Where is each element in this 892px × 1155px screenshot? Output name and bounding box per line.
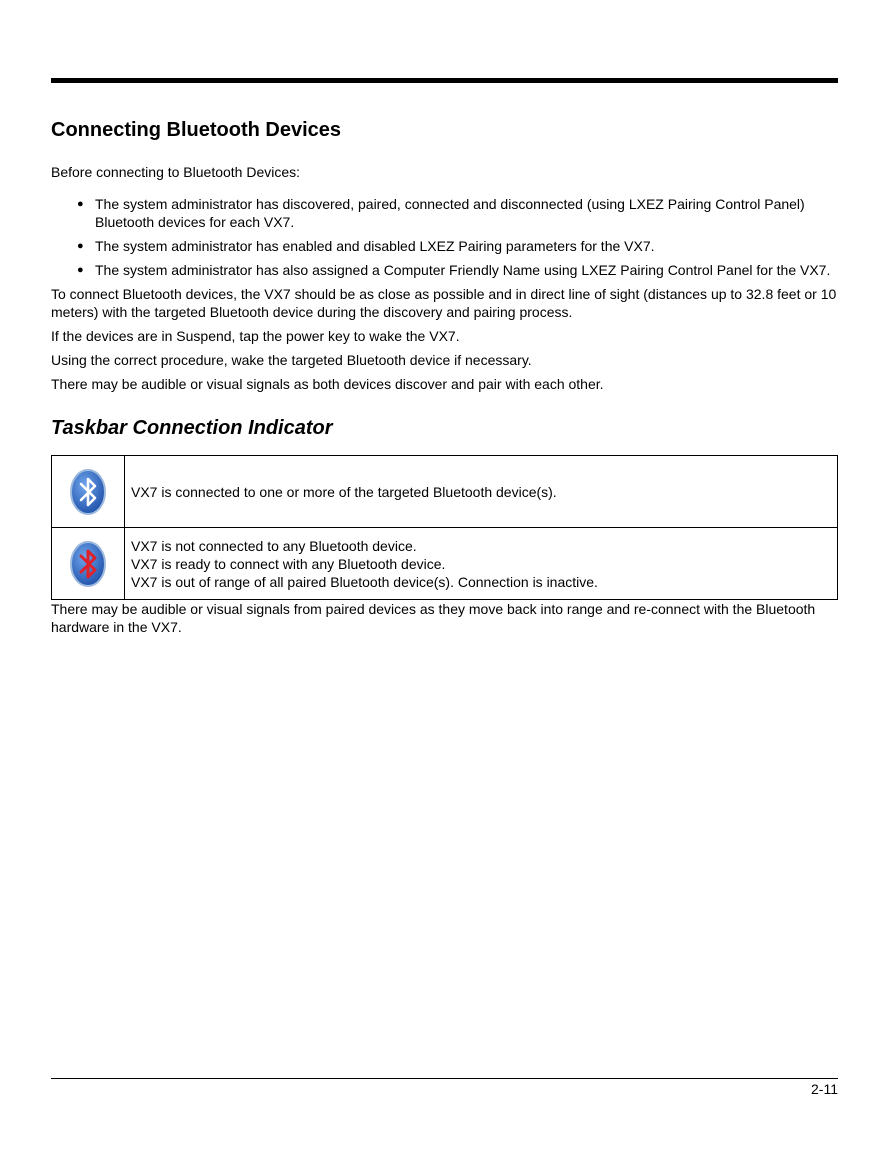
table-row [52, 456, 838, 528]
bullet-icon: ● [77, 264, 84, 276]
bullet-icon: ● [77, 198, 84, 210]
list-item-text: The system administrator has discovered, paired, connected and disconnected (using LXEZ Pairing Control Panel) [95, 196, 805, 212]
footer-rule [51, 1078, 838, 1079]
list-item [51, 195, 838, 231]
page-number: 2-11 [811, 1081, 838, 1097]
indicator-description [125, 528, 838, 600]
description-line: VX7 is connected to one or more of the targeted Bluetooth device(s). [131, 483, 557, 500]
list-item [51, 237, 838, 255]
description-line: VX7 is out of range of all paired Bluetooth device(s). Connection is inactive. [131, 573, 598, 590]
bluetooth-connected-icon [52, 468, 124, 516]
table-row [52, 528, 838, 600]
bluetooth-disconnected-icon [52, 540, 124, 588]
page-content [51, 117, 838, 642]
paragraph-line: hardware in the VX7. [51, 619, 182, 635]
prerequisite-list [51, 195, 838, 279]
body-paragraph: There may be audible or visual signals as both devices discover and pair with each other. [51, 376, 604, 392]
list-item [51, 261, 838, 279]
indicator-description [125, 456, 838, 528]
paragraph-line: To connect Bluetooth devices, the VX7 should be as close as possible and in direct line of sight (distances up to 32.8 feet or 10 [51, 286, 837, 302]
closing-paragraph [51, 600, 838, 636]
icon-cell [52, 456, 125, 528]
paragraph-line: There may be audible or visual signals from paired devices as they move back into range and re-connect with the Bluetooth [51, 601, 816, 617]
header-rule [51, 78, 838, 83]
indicator-table [51, 455, 838, 600]
list-item-text: Bluetooth devices for each VX7. [95, 214, 295, 230]
body-paragraph: Using the correct procedure, wake the targeted Bluetooth device if necessary. [51, 352, 532, 368]
bullet-icon: ● [77, 240, 84, 252]
body-paragraph [51, 285, 838, 321]
list-item-text: The system administrator has enabled and disabled LXEZ Pairing parameters for the VX7. [95, 238, 655, 254]
icon-cell [52, 528, 125, 600]
body-paragraph: If the devices are in Suspend, tap the power key to wake the VX7. [51, 328, 460, 344]
paragraph-line: meters) with the targeted Bluetooth device during the discovery and pairing process. [51, 304, 573, 320]
section-title: Connecting Bluetooth Devices [51, 119, 342, 141]
subsection-title: Taskbar Connection Indicator [51, 417, 333, 439]
description-line: VX7 is ready to connect with any Bluetooth device. [131, 555, 446, 572]
description-line: VX7 is not connected to any Bluetooth device. [131, 537, 417, 554]
intro-text: Before connecting to Bluetooth Devices: [51, 164, 301, 180]
list-item-text: The system administrator has also assigned a Computer Friendly Name using LXEZ Pairing Control Panel for the VX7. [95, 262, 831, 278]
